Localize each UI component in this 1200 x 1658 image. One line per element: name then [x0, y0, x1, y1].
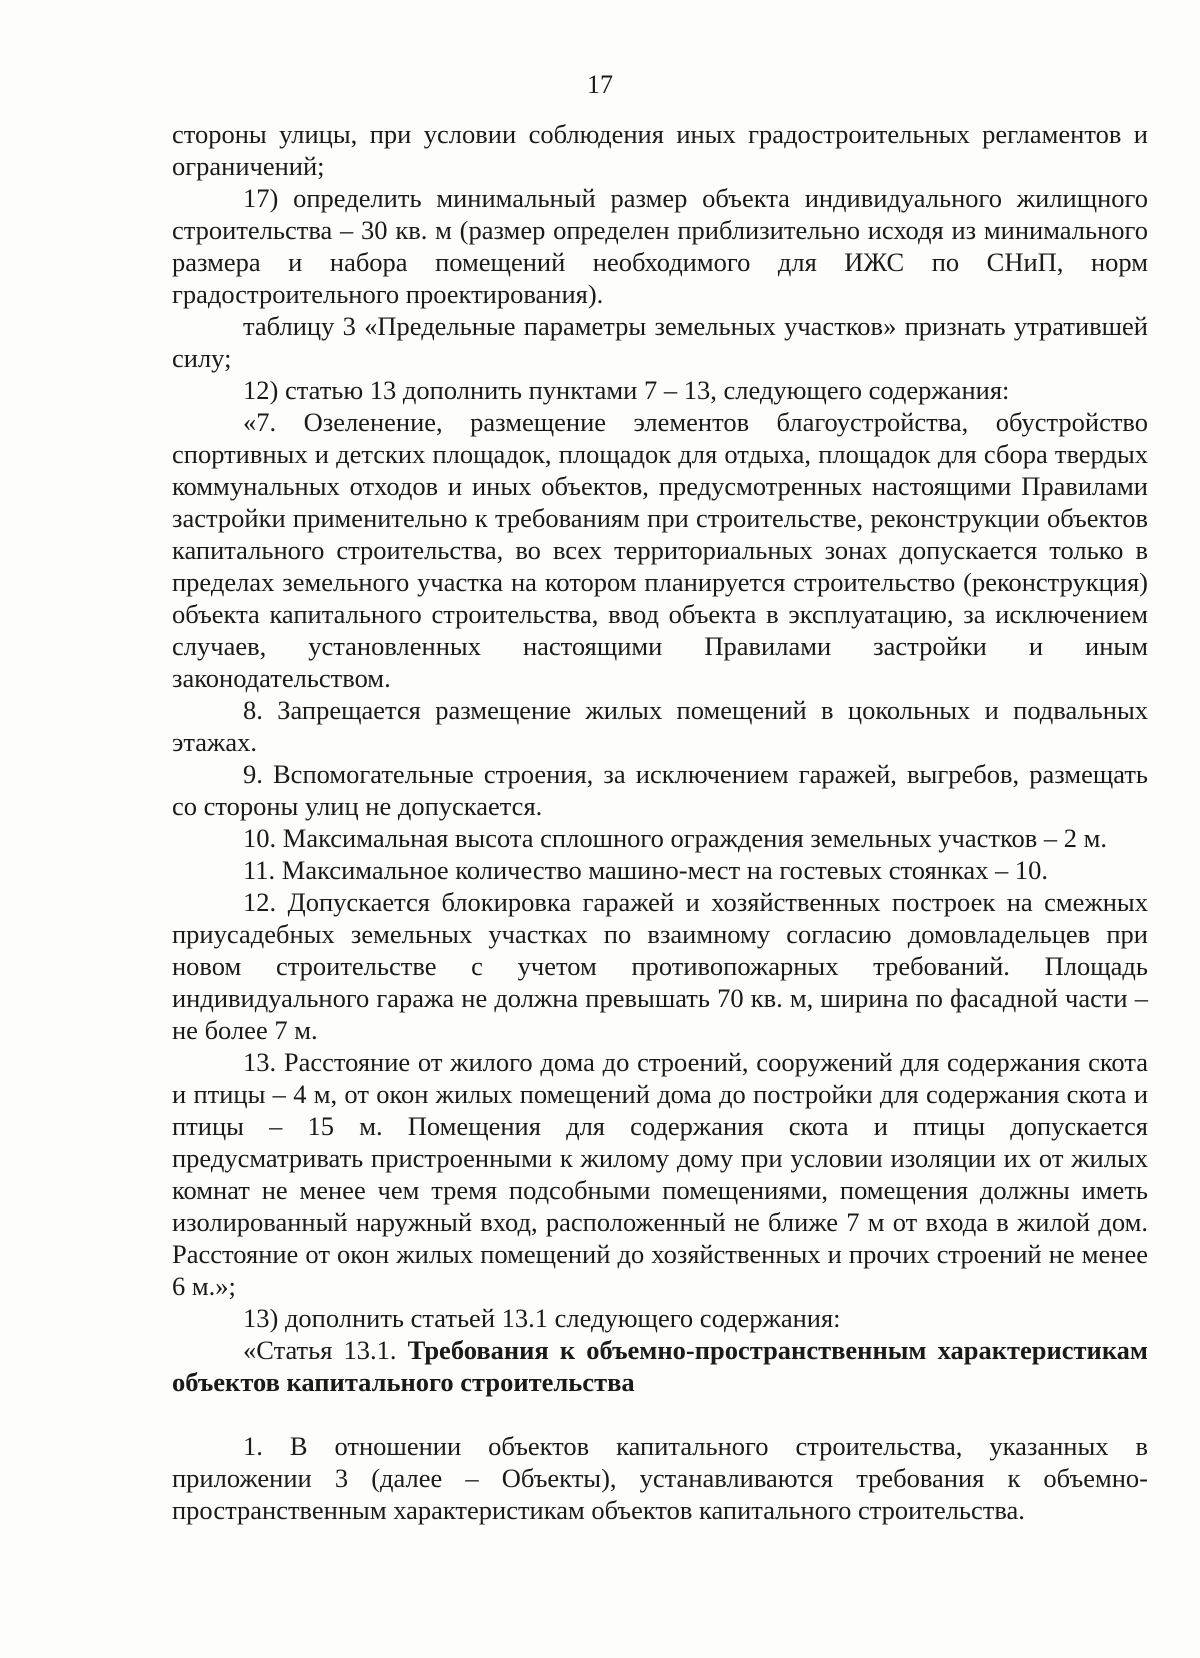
- paragraph-point-11-parking: 11. Максимальное количество машино-мест на гостевых стоянках – 10.: [243, 855, 1048, 885]
- paragraph-article-13-1-point-1: 1. В отношении объектов капитального строительства, указанных в приложении 3 (далее – Объекты), устанавливаются требования к объемно-пространственным характеристикам объектов капитального строительства.: [172, 1431, 1148, 1525]
- article-heading-title: Требования к объемно-пространственным характеристикам объектов капитального строительства: [172, 1335, 1148, 1397]
- paragraph-point-9-auxiliary-buildings: 9. Вспомогательные строения, за исключением гаражей, выгребов, размещать со стороны улиц не допускается.: [172, 759, 1148, 821]
- paragraph-item-12-article-13: 12) статью 13 дополнить пунктами 7 – 13, следующего содержания:: [243, 375, 1010, 405]
- paragraph-item-17-min-size: 17) определить минимальный размер объекта индивидуального жилищного строительства – 30 кв. м (размер определен приблизительно исходя из минимального размера и набора помещений необходимого для ИЖС по СНиП, норм градостроительного проектирования).: [172, 183, 1148, 309]
- article-heading-prefix: «Статья 13.1.: [243, 1335, 408, 1365]
- paragraph-table-3-repeal: таблицу 3 «Предельные параметры земельных участков» признать утратившей силу;: [172, 311, 1148, 373]
- paragraph-point-12-garages: 12. Допускается блокировка гаражей и хозяйственных построек на смежных приусадебных земельных участках по взаимному согласию домовладельцев при новом строительстве с учетом противопожарных требований. Площадь индивидуального гаража не должна превышать 70 кв. м, ширина по фасадной части – не более 7 м.: [172, 887, 1148, 1045]
- paragraph-point-7-landscaping: «7. Озеленение, размещение элементов благоустройства, обустройство спортивных и детских площадок, площадок для отдыха, площадок для сбора твердых коммунальных отходов и иных объектов, предусмотренных настоящими Правилами застройки применительно к требованиям при строительстве, реконструкции объектов капитального строительства, во всех территориальных зонах допускается только в пределах земельного участка на котором планируется строительство (реконструкция) объекта капитального строительства, ввод объекта в эксплуатацию, за исключением случаев, установленных настоящими Правилами застройки и иным законодательством.: [172, 407, 1148, 693]
- document-body: [172, 118, 1148, 1526]
- paragraph-point-13-distances: 13. Расстояние от жилого дома до строений, сооружений для содержания скота и птицы – 4 м, от окон жилых помещений дома до постройки для содержания скота и птицы – 15 м. Помещения для содержания скота и птицы допускается предусматривать пристроенными к жилому дому при условии изоляции их от жилых комнат не менее чем тремя подсобными помещениями, помещения должны иметь изолированный наружный вход, расположенный не ближе 7 м от входа в жилой дом. Расстояние от окон жилых помещений до хозяйственных и прочих строений не менее 6 м.»;: [172, 1047, 1148, 1301]
- paragraph-item-13-article-13-1: 13) дополнить статьей 13.1 следующего содержания:: [243, 1303, 841, 1333]
- paragraph-point-10-fence-height: 10. Максимальная высота сплошного ограждения земельных участков – 2 м.: [243, 823, 1108, 853]
- page-number: 17: [587, 70, 613, 99]
- article-13-1-heading: [172, 1334, 1148, 1398]
- section-spacer: [172, 1398, 1148, 1430]
- paragraph-point-8-basements: 8. Запрещается размещение жилых помещений в цокольных и подвальных этажах.: [172, 695, 1148, 757]
- paragraph-street-sides: стороны улицы, при условии соблюдения иных градостроительных регламентов и ограничений;: [172, 119, 1148, 181]
